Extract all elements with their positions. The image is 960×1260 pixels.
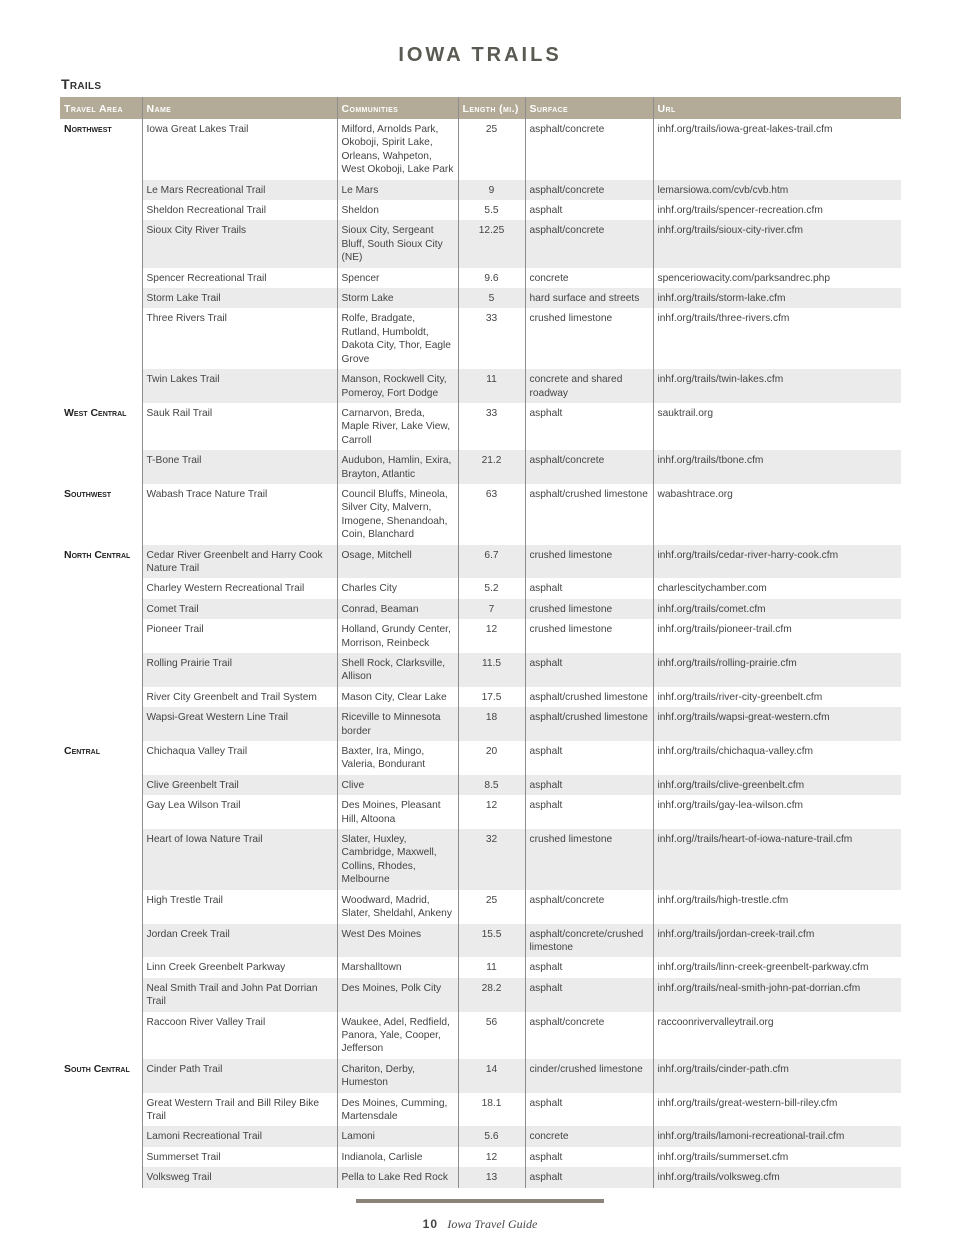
surface-cell: asphalt/crushed limestone bbox=[525, 707, 653, 741]
travel-area-cell bbox=[60, 957, 142, 977]
trail-name-cell: Storm Lake Trail bbox=[142, 288, 337, 308]
table-row bbox=[60, 1167, 901, 1187]
table-row bbox=[60, 924, 901, 958]
table-row bbox=[60, 1126, 901, 1146]
publication-name: Iowa Travel Guide bbox=[447, 1217, 538, 1231]
length-cell: 12 bbox=[458, 1147, 525, 1167]
table-row bbox=[60, 599, 901, 619]
length-cell: 11 bbox=[458, 957, 525, 977]
length-cell: 32 bbox=[458, 829, 525, 890]
communities-cell: Storm Lake bbox=[337, 288, 458, 308]
length-cell: 56 bbox=[458, 1012, 525, 1059]
table-row bbox=[60, 268, 901, 288]
travel-area-cell bbox=[60, 1147, 142, 1167]
header-length: Length (mi.) bbox=[458, 97, 525, 119]
table-row bbox=[60, 484, 901, 545]
trail-name-cell: Great Western Trail and Bill Riley Bike Trail bbox=[142, 1093, 337, 1127]
communities-cell: Woodward, Madrid, Slater, Sheldahl, Ankeny bbox=[337, 890, 458, 924]
length-cell: 28.2 bbox=[458, 978, 525, 1012]
surface-cell: asphalt/concrete bbox=[525, 1012, 653, 1059]
communities-cell: Clive bbox=[337, 775, 458, 795]
trail-name-cell: Lamoni Recreational Trail bbox=[142, 1126, 337, 1146]
length-cell: 7 bbox=[458, 599, 525, 619]
travel-area-cell bbox=[60, 220, 142, 267]
travel-area-cell: North Central bbox=[60, 545, 142, 579]
trail-name-cell: Gay Lea Wilson Trail bbox=[142, 795, 337, 829]
surface-cell: crushed limestone bbox=[525, 545, 653, 579]
trail-name-cell: Sauk Rail Trail bbox=[142, 403, 337, 450]
communities-cell: Rolfe, Bradgate, Rutland, Humboldt, Dakota City, Thor, Eagle Grove bbox=[337, 308, 458, 369]
url-cell: inhf.org/trails/sioux-city-river.cfm bbox=[653, 220, 901, 267]
communities-cell: Council Bluffs, Mineola, Silver City, Malvern, Imogene, Shenandoah, Coin, Blanchard bbox=[337, 484, 458, 545]
trail-name-cell: Comet Trail bbox=[142, 599, 337, 619]
url-cell: inhf.org/trails/pioneer-trail.cfm bbox=[653, 619, 901, 653]
url-cell: inhf.org/trails/iowa-great-lakes-trail.cfm bbox=[653, 119, 901, 180]
surface-cell: concrete and shared roadway bbox=[525, 369, 653, 403]
table-row bbox=[60, 741, 901, 775]
length-cell: 11.5 bbox=[458, 653, 525, 687]
trail-name-cell: River City Greenbelt and Trail System bbox=[142, 687, 337, 707]
length-cell: 13 bbox=[458, 1167, 525, 1187]
url-cell: lemarsiowa.com/cvb/cvb.htm bbox=[653, 180, 901, 200]
surface-cell: asphalt/crushed limestone bbox=[525, 687, 653, 707]
url-cell: inhf.org/trails/great-western-bill-riley.cfm bbox=[653, 1093, 901, 1127]
trail-name-cell: Iowa Great Lakes Trail bbox=[142, 119, 337, 180]
travel-area-cell: Central bbox=[64, 745, 100, 758]
communities-cell: Lamoni bbox=[337, 1126, 458, 1146]
length-cell: 25 bbox=[458, 119, 525, 180]
url-cell: raccoonrivervalleytrail.org bbox=[653, 1012, 901, 1059]
url-cell: charlescitychamber.com bbox=[653, 578, 901, 598]
communities-cell: Des Moines, Polk City bbox=[337, 978, 458, 1012]
footer-rule bbox=[356, 1199, 604, 1203]
table-row bbox=[60, 403, 901, 450]
trail-name-cell: Charley Western Recreational Trail bbox=[142, 578, 337, 598]
length-cell: 9.6 bbox=[458, 268, 525, 288]
surface-cell: asphalt/concrete bbox=[525, 450, 653, 484]
table-row bbox=[60, 119, 901, 180]
url-cell: inhf.org/trails/twin-lakes.cfm bbox=[653, 369, 901, 403]
trail-name-cell: Clive Greenbelt Trail bbox=[142, 775, 337, 795]
url-cell: inhf.org/trails/spencer-recreation.cfm bbox=[653, 200, 901, 220]
url-cell: inhf.org/trails/volksweg.cfm bbox=[653, 1167, 901, 1187]
url-cell: inhf.org/trails/gay-lea-wilson.cfm bbox=[653, 795, 901, 829]
communities-cell: Marshalltown bbox=[337, 957, 458, 977]
communities-cell: Le Mars bbox=[337, 180, 458, 200]
trail-name-cell: Chichaqua Valley Trail bbox=[142, 741, 337, 775]
length-cell: 17.5 bbox=[458, 687, 525, 707]
length-cell: 6.7 bbox=[458, 545, 525, 579]
surface-cell: crushed limestone bbox=[525, 599, 653, 619]
travel-area-cell: South Central bbox=[60, 1059, 142, 1093]
table-row bbox=[60, 707, 901, 741]
trail-name-cell: Three Rivers Trail bbox=[142, 308, 337, 369]
communities-cell: West Des Moines bbox=[337, 924, 458, 958]
url-cell: wabashtrace.org bbox=[653, 484, 901, 545]
surface-cell: asphalt bbox=[525, 957, 653, 977]
communities-cell: Holland, Grundy Center, Morrison, Reinbeck bbox=[337, 619, 458, 653]
communities-cell: Carnarvon, Breda, Maple River, Lake View, Carroll bbox=[337, 403, 458, 450]
travel-area-cell bbox=[60, 268, 142, 288]
trail-name-cell: Spencer Recreational Trail bbox=[142, 268, 337, 288]
header-name: Name bbox=[142, 97, 337, 119]
travel-area-cell bbox=[60, 308, 142, 369]
surface-cell: asphalt bbox=[525, 1093, 653, 1127]
surface-cell: asphalt bbox=[525, 578, 653, 598]
length-cell: 18 bbox=[458, 707, 525, 741]
travel-area-cell bbox=[60, 1126, 142, 1146]
communities-cell: Charles City bbox=[337, 578, 458, 598]
communities-cell: Des Moines, Cumming, Martensdale bbox=[337, 1093, 458, 1127]
table-header-row bbox=[60, 97, 901, 119]
trail-name-cell: Summerset Trail bbox=[142, 1147, 337, 1167]
page-number: 10 bbox=[422, 1217, 438, 1231]
travel-area-cell bbox=[60, 200, 142, 220]
length-cell: 5.5 bbox=[458, 200, 525, 220]
travel-area-cell bbox=[60, 687, 142, 707]
surface-cell: asphalt/concrete/crushed limestone bbox=[525, 924, 653, 958]
communities-cell: Sioux City, Sergeant Bluff, South Sioux City (NE) bbox=[337, 220, 458, 267]
url-cell: inhf.org/trails/three-rivers.cfm bbox=[653, 308, 901, 369]
header-communities: Communities bbox=[337, 97, 458, 119]
communities-cell: Audubon, Hamlin, Exira, Brayton, Atlantic bbox=[337, 450, 458, 484]
communities-cell: Sheldon bbox=[337, 200, 458, 220]
header-url: Url bbox=[653, 97, 901, 119]
header-travel-area: Travel Area bbox=[60, 97, 142, 119]
trail-name-cell: High Trestle Trail bbox=[142, 890, 337, 924]
length-cell: 5 bbox=[458, 288, 525, 308]
trail-name-cell: Heart of Iowa Nature Trail bbox=[142, 829, 337, 890]
url-cell: inhf.org/trails/storm-lake.cfm bbox=[653, 288, 901, 308]
communities-cell: Riceville to Minnesota border bbox=[337, 707, 458, 741]
travel-area-cell bbox=[60, 653, 142, 687]
header-surface: Surface bbox=[525, 97, 653, 119]
communities-cell: Waukee, Adel, Redfield, Panora, Yale, Cooper, Jefferson bbox=[337, 1012, 458, 1059]
section-title: Trails bbox=[61, 76, 102, 92]
trail-name-cell: Cinder Path Trail bbox=[142, 1059, 337, 1093]
surface-cell: crushed limestone bbox=[525, 619, 653, 653]
table-row bbox=[60, 578, 901, 598]
url-cell: inhf.org/trails/lamoni-recreational-trail.cfm bbox=[653, 1126, 901, 1146]
surface-cell: asphalt bbox=[525, 741, 653, 775]
trail-name-cell: Jordan Creek Trail bbox=[142, 924, 337, 958]
travel-area-cell bbox=[60, 599, 142, 619]
trail-name-cell: Volksweg Trail bbox=[142, 1167, 337, 1187]
travel-area-cell bbox=[60, 978, 142, 1012]
length-cell: 18.1 bbox=[458, 1093, 525, 1127]
table-row bbox=[60, 775, 901, 795]
travel-area-cell bbox=[60, 775, 142, 795]
table-row bbox=[60, 220, 901, 267]
surface-cell: cinder/crushed limestone bbox=[525, 1059, 653, 1093]
travel-area-cell bbox=[60, 829, 142, 890]
table-row bbox=[60, 200, 901, 220]
table-row bbox=[60, 829, 901, 890]
surface-cell: asphalt/crushed limestone bbox=[525, 484, 653, 545]
length-cell: 5.2 bbox=[458, 578, 525, 598]
table-row bbox=[60, 653, 901, 687]
url-cell: spenceriowacity.com/parksandrec.php bbox=[653, 268, 901, 288]
travel-area-cell: Northwest bbox=[64, 123, 112, 135]
table-row bbox=[60, 1059, 901, 1093]
length-cell: 33 bbox=[458, 308, 525, 369]
trail-name-cell: Twin Lakes Trail bbox=[142, 369, 337, 403]
travel-area-cell bbox=[60, 890, 142, 924]
travel-area-cell bbox=[60, 450, 142, 484]
length-cell: 63 bbox=[458, 484, 525, 545]
communities-cell: Indianola, Carlisle bbox=[337, 1147, 458, 1167]
travel-area-cell bbox=[60, 924, 142, 958]
trails-table-body bbox=[60, 119, 901, 1188]
table-row bbox=[60, 619, 901, 653]
communities-cell: Spencer bbox=[337, 268, 458, 288]
length-cell: 21.2 bbox=[458, 450, 525, 484]
table-row bbox=[60, 978, 901, 1012]
url-cell: inhf.org/trails/clive-greenbelt.cfm bbox=[653, 775, 901, 795]
page-title: IOWA TRAILS bbox=[398, 44, 562, 66]
trail-name-cell: Sheldon Recreational Trail bbox=[142, 200, 337, 220]
length-cell: 11 bbox=[458, 369, 525, 403]
surface-cell: crushed limestone bbox=[525, 829, 653, 890]
communities-cell: Baxter, Ira, Mingo, Valeria, Bondurant bbox=[337, 741, 458, 775]
url-cell: inhf.org/trails/high-trestle.cfm bbox=[653, 890, 901, 924]
travel-area-cell bbox=[60, 1012, 142, 1059]
communities-cell: Pella to Lake Red Rock bbox=[337, 1167, 458, 1187]
url-cell: inhf.org/trails/cedar-river-harry-cook.cfm bbox=[653, 545, 901, 579]
url-cell: inhf.org/trails/cinder-path.cfm bbox=[653, 1059, 901, 1093]
surface-cell: concrete bbox=[525, 268, 653, 288]
travel-area-cell: Southwest bbox=[64, 487, 112, 500]
travel-area-cell bbox=[60, 619, 142, 653]
trail-name-cell: T-Bone Trail bbox=[142, 450, 337, 484]
length-cell: 14 bbox=[458, 1059, 525, 1093]
table-row bbox=[60, 687, 901, 707]
trails-table bbox=[60, 97, 901, 1188]
communities-cell: Des Moines, Pleasant Hill, Altoona bbox=[337, 795, 458, 829]
table-row bbox=[60, 795, 901, 829]
communities-cell: Shell Rock, Clarksville, Allison bbox=[337, 653, 458, 687]
url-cell: inhf.org/trails/chichaqua-valley.cfm bbox=[653, 741, 901, 775]
table-row bbox=[60, 890, 901, 924]
length-cell: 33 bbox=[458, 403, 525, 450]
communities-cell: Osage, Mitchell bbox=[337, 545, 458, 579]
travel-area-cell bbox=[60, 369, 142, 403]
surface-cell: crushed limestone bbox=[525, 308, 653, 369]
trail-name-cell: Le Mars Recreational Trail bbox=[142, 180, 337, 200]
communities-cell: Chariton, Derby, Humeston bbox=[337, 1059, 458, 1093]
url-cell: inhf.org/trails/jordan-creek-trail.cfm bbox=[653, 924, 901, 958]
surface-cell: asphalt/concrete bbox=[525, 220, 653, 267]
length-cell: 9 bbox=[458, 180, 525, 200]
trail-name-cell: Raccoon River Valley Trail bbox=[142, 1012, 337, 1059]
travel-area-cell bbox=[60, 795, 142, 829]
table-row bbox=[60, 369, 901, 403]
surface-cell: asphalt bbox=[525, 1147, 653, 1167]
table-row bbox=[60, 1093, 901, 1127]
url-cell: sauktrail.org bbox=[653, 403, 901, 450]
surface-cell: asphalt bbox=[525, 795, 653, 829]
travel-area-cell: West Central bbox=[64, 406, 127, 419]
trail-name-cell: Cedar River Greenbelt and Harry Cook Nature Trail bbox=[142, 545, 337, 579]
trail-name-cell: Neal Smith Trail and John Pat Dorrian Trail bbox=[142, 978, 337, 1012]
url-cell: inhf.org/trails/river-city-greenbelt.cfm bbox=[653, 687, 901, 707]
table-row bbox=[60, 1147, 901, 1167]
url-cell: inhf.org//trails/heart-of-iowa-nature-trail.cfm bbox=[653, 829, 901, 890]
table-row bbox=[60, 308, 901, 369]
length-cell: 12 bbox=[458, 619, 525, 653]
communities-cell: Milford, Arnolds Park, Okoboji, Spirit Lake, Orleans, Wahpeton, West Okoboji, Lake Park bbox=[337, 119, 458, 180]
travel-area-cell bbox=[60, 288, 142, 308]
table-row bbox=[60, 1012, 901, 1059]
trail-name-cell: Wabash Trace Nature Trail bbox=[142, 484, 337, 545]
trail-name-cell: Linn Creek Greenbelt Parkway bbox=[142, 957, 337, 977]
surface-cell: asphalt bbox=[525, 403, 653, 450]
table-row bbox=[60, 180, 901, 200]
url-cell: inhf.org/trails/wapsi-great-western.cfm bbox=[653, 707, 901, 741]
surface-cell: asphalt/concrete bbox=[525, 119, 653, 180]
trail-name-cell: Sioux City River Trails bbox=[142, 220, 337, 267]
length-cell: 12 bbox=[458, 795, 525, 829]
surface-cell: hard surface and streets bbox=[525, 288, 653, 308]
communities-cell: Mason City, Clear Lake bbox=[337, 687, 458, 707]
length-cell: 15.5 bbox=[458, 924, 525, 958]
length-cell: 12.25 bbox=[458, 220, 525, 267]
table-row bbox=[60, 545, 901, 579]
surface-cell: asphalt bbox=[525, 978, 653, 1012]
length-cell: 5.6 bbox=[458, 1126, 525, 1146]
table-row bbox=[60, 957, 901, 977]
trail-name-cell: Pioneer Trail bbox=[142, 619, 337, 653]
surface-cell: asphalt bbox=[525, 1167, 653, 1187]
surface-cell: asphalt/concrete bbox=[525, 180, 653, 200]
travel-area-cell bbox=[60, 1093, 142, 1127]
url-cell: inhf.org/trails/tbone.cfm bbox=[653, 450, 901, 484]
url-cell: inhf.org/trails/summerset.cfm bbox=[653, 1147, 901, 1167]
url-cell: inhf.org/trails/neal-smith-john-pat-dorrian.cfm bbox=[653, 978, 901, 1012]
communities-cell: Conrad, Beaman bbox=[337, 599, 458, 619]
communities-cell: Slater, Huxley, Cambridge, Maxwell, Collins, Rhodes, Melbourne bbox=[337, 829, 458, 890]
communities-cell: Manson, Rockwell City, Pomeroy, Fort Dodge bbox=[337, 369, 458, 403]
surface-cell: asphalt/concrete bbox=[525, 890, 653, 924]
surface-cell: asphalt bbox=[525, 200, 653, 220]
table-row bbox=[60, 288, 901, 308]
travel-area-cell bbox=[60, 180, 142, 200]
table-row bbox=[60, 450, 901, 484]
url-cell: inhf.org/trails/comet.cfm bbox=[653, 599, 901, 619]
length-cell: 25 bbox=[458, 890, 525, 924]
trail-name-cell: Rolling Prairie Trail bbox=[142, 653, 337, 687]
trail-name-cell: Wapsi-Great Western Line Trail bbox=[142, 707, 337, 741]
travel-area-cell bbox=[60, 578, 142, 598]
travel-area-cell bbox=[60, 707, 142, 741]
surface-cell: concrete bbox=[525, 1126, 653, 1146]
url-cell: inhf.org/trails/linn-creek-greenbelt-parkway.cfm bbox=[653, 957, 901, 977]
length-cell: 20 bbox=[458, 741, 525, 775]
travel-area-cell bbox=[60, 1167, 142, 1187]
length-cell: 8.5 bbox=[458, 775, 525, 795]
surface-cell: asphalt bbox=[525, 653, 653, 687]
page-footer bbox=[0, 1217, 960, 1232]
url-cell: inhf.org/trails/rolling-prairie.cfm bbox=[653, 653, 901, 687]
surface-cell: asphalt bbox=[525, 775, 653, 795]
